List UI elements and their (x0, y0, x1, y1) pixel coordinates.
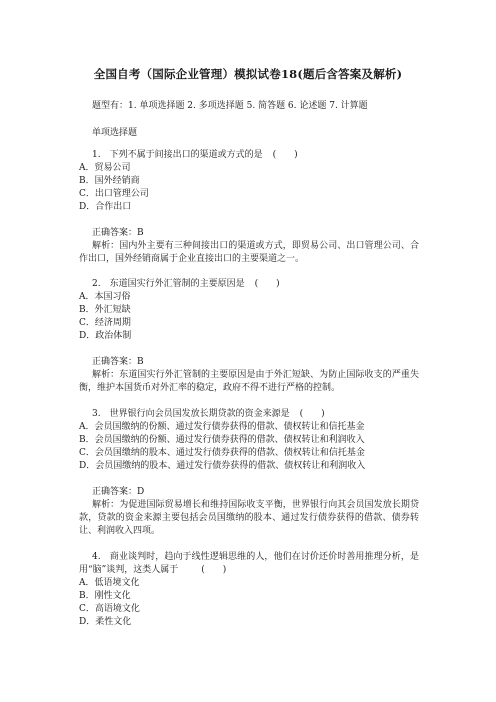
explanation: 解析：为促进国际贸易增长和维持国际收支平衡，世界银行向其会员国发放长期贷款，贷款的资金来源主要包括会员国缴纳的股本、通过发行债券获得的借款、债券转让、利润收入四项。 (79, 500, 419, 536)
option-a: A．贸易公司 (79, 163, 131, 173)
option-a: A．会员国缴纳的份额、通过发行债券获得的借款、债权转让和信托基金 (79, 422, 365, 432)
correct-answer: 正确答案：D (92, 487, 145, 497)
option-c: C．出口管理公司 (79, 189, 149, 199)
option-d: D．政治体制 (79, 331, 132, 341)
option-b: B．会员国缴纳的份额、通过发行债券获得的借款、债权转让和利润收入 (79, 435, 365, 445)
question-stem: 4. 商业谈判时，趋向于线性逻辑思维的人，他们在讨价还价时善用推理分析，是用“脑”谈判，这类人属于 ( ) (79, 552, 419, 575)
option-a: A．低语境文化 (79, 578, 140, 588)
question-stem: 3. 世界银行向会员国发放长期贷款的资金来源是 ( ) (92, 409, 325, 419)
option-d: D．会员国缴纳的股本、通过发行债券获得的借款、债权转让和利润收入 (79, 461, 366, 471)
option-b: B．国外经销商 (79, 176, 140, 186)
explanation: 解析：东道国实行外汇管制的主要原因是由于外汇短缺、为防止国际收支的严重失衡，维护本国货币对外汇率的稳定，政府不得不进行严格的控制。 (79, 370, 419, 393)
option-b: B．外汇短缺 (79, 305, 131, 315)
option-b: B．刚性文化 (79, 591, 131, 601)
correct-answer: 正确答案：B (92, 228, 144, 238)
explanation: 解析：国内外主要有三种间接出口的渠道或方式，即贸易公司、出口管理公司、合作出口，国外经销商属于企业直接出口的主要渠道之一。 (79, 241, 419, 264)
option-a: A．本国习俗 (79, 292, 131, 302)
option-d: D．合作出口 (79, 202, 132, 212)
question-4 (79, 551, 419, 629)
option-c: C．经济周期 (79, 318, 131, 328)
option-c: C．会员国缴纳的股本、通过发行债券获得的借款、债权转让和信托基金 (79, 448, 365, 458)
section-heading: 单项选择题 (92, 128, 138, 138)
option-d: D．柔性文化 (79, 617, 132, 627)
question-2 (79, 278, 419, 395)
question-stem: 1. 下列不属于间接出口的渠道或方式的是 ( ) (92, 150, 298, 160)
option-c: C．高语境文化 (79, 604, 140, 614)
correct-answer: 正确答案：B (92, 357, 144, 367)
question-1 (79, 149, 419, 266)
question-types-line: 题型有：1. 单项选择题 2. 多项选择题 5. 简答题 6. 论述题 7. 计算题 (92, 101, 368, 111)
document-title: 全国自考（国际企业管理）模拟试卷18(题后含答案及解析) (93, 67, 403, 81)
question-3 (79, 408, 419, 538)
question-stem: 2. 东道国实行外汇管制的主要原因是 ( ) (92, 279, 280, 289)
